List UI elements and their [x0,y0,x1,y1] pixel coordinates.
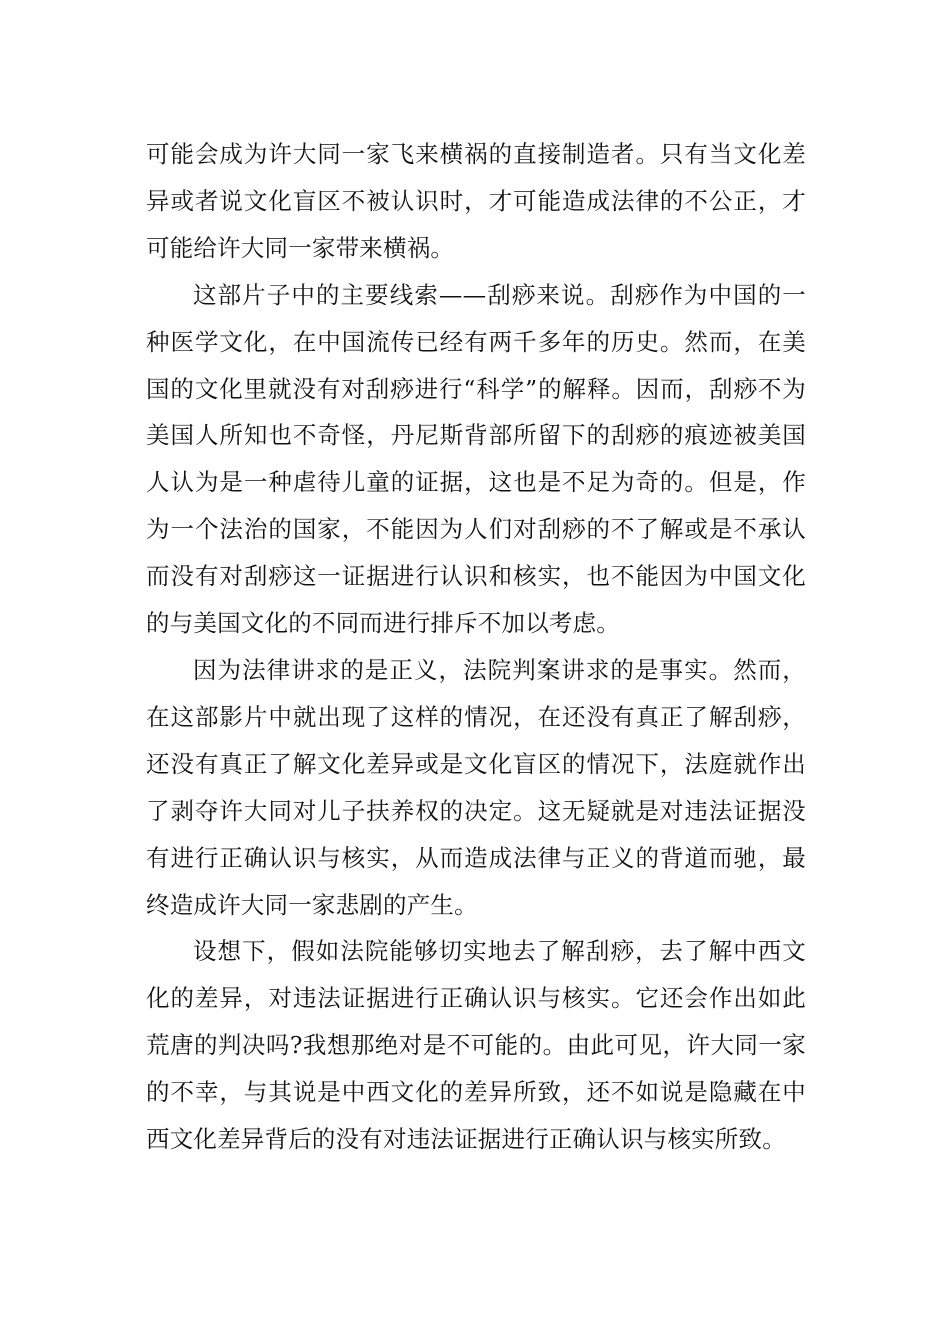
paragraph-hypothesis: 设想下，假如法院能够切实地去了解刮痧，去了解中西文化的差异，对违法证据进行正确认识与核实。它还会作出如此荒唐的判决吗?我想那绝对是不可能的。由此可见，许大同一家的不幸，与其说是中西文化的差异所致，还不如说是隐藏在中西文化差异背后的没有对违法证据进行正确认识与核实所致。 [146,937,806,1154]
paragraph-law-justice: 因为法律讲求的是正义，法院判案讲求的是事实。然而，在这部影片中就出现了这样的情况，在还没有真正了解刮痧，还没有真正了解文化差异或是文化盲区的情况下，法庭就作出了剥夺许大同对儿子扶养权的决定。这无疑就是对违法证据没有进行正确认识与核实，从而造成法律与正义的背道而驰，最终造成许大同一家悲剧的产生。 [146,655,806,919]
body-text [146,131,806,1163]
paragraph-guasha-thread: 这部片子中的主要线索——刮痧来说。刮痧作为中国的一种医学文化，在中国流传已经有两千多年的历史。然而，在美国的文化里就没有对刮痧进行“科学”的解释。因而，刮痧不为美国人所知也不奇怪，丹尼斯背部所留下的刮痧的痕迹被美国人认为是一种虐待儿童的证据，这也是不足为奇的。但是，作为一个法治的国家，不能因为人们对刮痧的不了解或是不承认而没有对刮痧这一证据进行认识和核实，也不能因为中国文化的与美国文化的不同而进行排斥不加以考虑。 [146,280,806,638]
paragraph-continuation: 可能会成为许大同一家飞来横祸的直接制造者。只有当文化差异或者说文化盲区不被认识时，才可能造成法律的不公正，才可能给许大同一家带来横祸。 [146,140,806,262]
